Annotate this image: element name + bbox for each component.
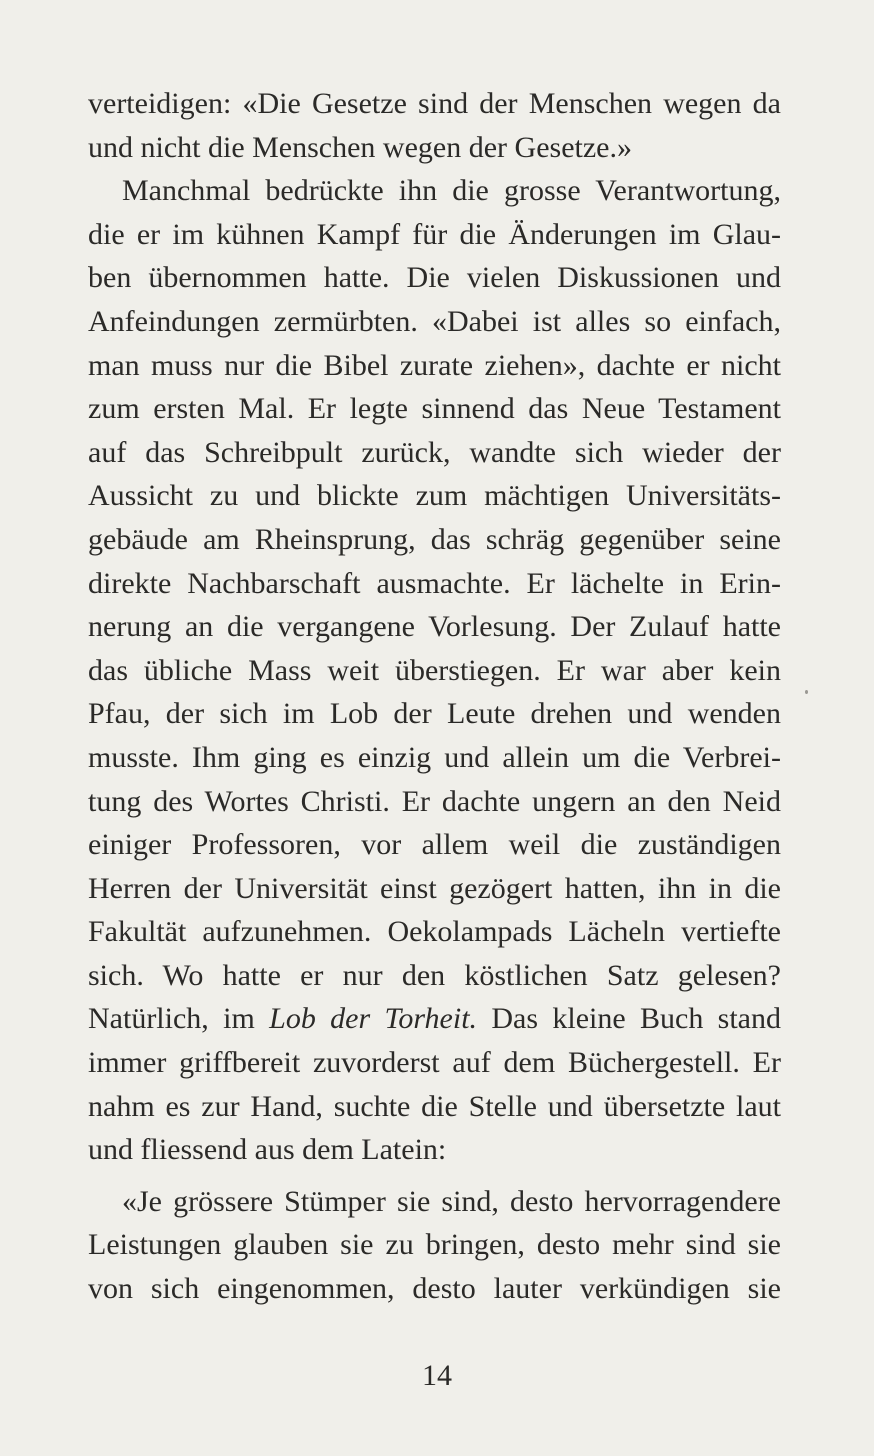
text-line: und nicht die Menschen wegen der Gesetze.» — [88, 130, 632, 164]
text-line: und fliessend aus dem Latein: — [88, 1133, 447, 1167]
text-line: verteidigen: «Die Gesetze sind der Menschen wegen da — [88, 87, 781, 120]
text-line: zum ersten Mal. Er legte sinnend das Neue Testament — [88, 392, 781, 426]
text-line: Aussicht zu und blickte zum mächtigen Universitäts- — [88, 479, 781, 513]
book-title-italic: Lob der Torheit. — [269, 1002, 478, 1036]
text-line: Anfeindungen zermürbten. «Dabei ist alles so einfach, — [88, 304, 781, 338]
text-line: man muss nur die Bibel zurate ziehen», dachte er nicht — [88, 348, 781, 382]
text-fragment: Das kleine Buch stand — [477, 1002, 781, 1036]
text-line: gebäude am Rheinsprung, das schräg gegenüber seine — [88, 522, 781, 556]
text-line: sich. Wo hatte er nur den köstlichen Satz gelesen? — [88, 958, 781, 992]
text-line: das übliche Mass weit überstiegen. Er war aber kein — [88, 653, 781, 687]
body-text — [88, 82, 781, 1311]
text-line: musste. Ihm ging es einzig und allein um die Verbrei- — [88, 740, 781, 774]
text-line: immer griffbereit zuvorderst auf dem Büchergestell. Er — [88, 1046, 781, 1080]
text-line: nahm es zur Hand, suchte die Stelle und übersetzte laut — [88, 1089, 781, 1123]
text-line: nerung an die vergangene Vorlesung. Der Zulauf hatte — [88, 610, 781, 644]
text-line: Leistungen glauben sie zu bringen, desto mehr sind sie — [88, 1228, 781, 1262]
text-line: Herren der Universität einst gezögert hatten, ihn in die — [88, 871, 781, 905]
page-number: 14 — [422, 1359, 452, 1392]
text-line: Manchmal bedrückte ihn die grosse Verantwortung, — [122, 174, 781, 208]
text-line: tung des Wortes Christi. Er dachte ungern an den Neid — [88, 784, 781, 818]
text-line: Pfau, der sich im Lob der Leute drehen und wenden — [88, 697, 781, 731]
text-line: direkte Nachbarschaft ausmachte. Er lächelte in Erin- — [88, 566, 781, 600]
text-line: einiger Professoren, vor allem weil die zuständigen — [88, 828, 781, 862]
text-line: von sich eingenommen, desto lauter verkündigen sie — [88, 1272, 781, 1306]
text-line: «Je grössere Stümper sie sind, desto hervorragendere — [122, 1184, 781, 1218]
text-fragment: Natürlich, im — [88, 1002, 270, 1036]
text-line: Fakultät aufzunehmen. Oekolampads Lächeln vertiefte — [88, 915, 781, 949]
text-line: die er im kühnen Kampf für die Änderungen im Glau- — [88, 217, 781, 251]
text-line: auf das Schreibpult zurück, wandte sich wieder der — [88, 435, 781, 469]
paper-speck — [805, 690, 808, 694]
text-line: ben übernommen hatte. Die vielen Diskussionen und — [88, 261, 781, 295]
text-line — [88, 997, 781, 1041]
